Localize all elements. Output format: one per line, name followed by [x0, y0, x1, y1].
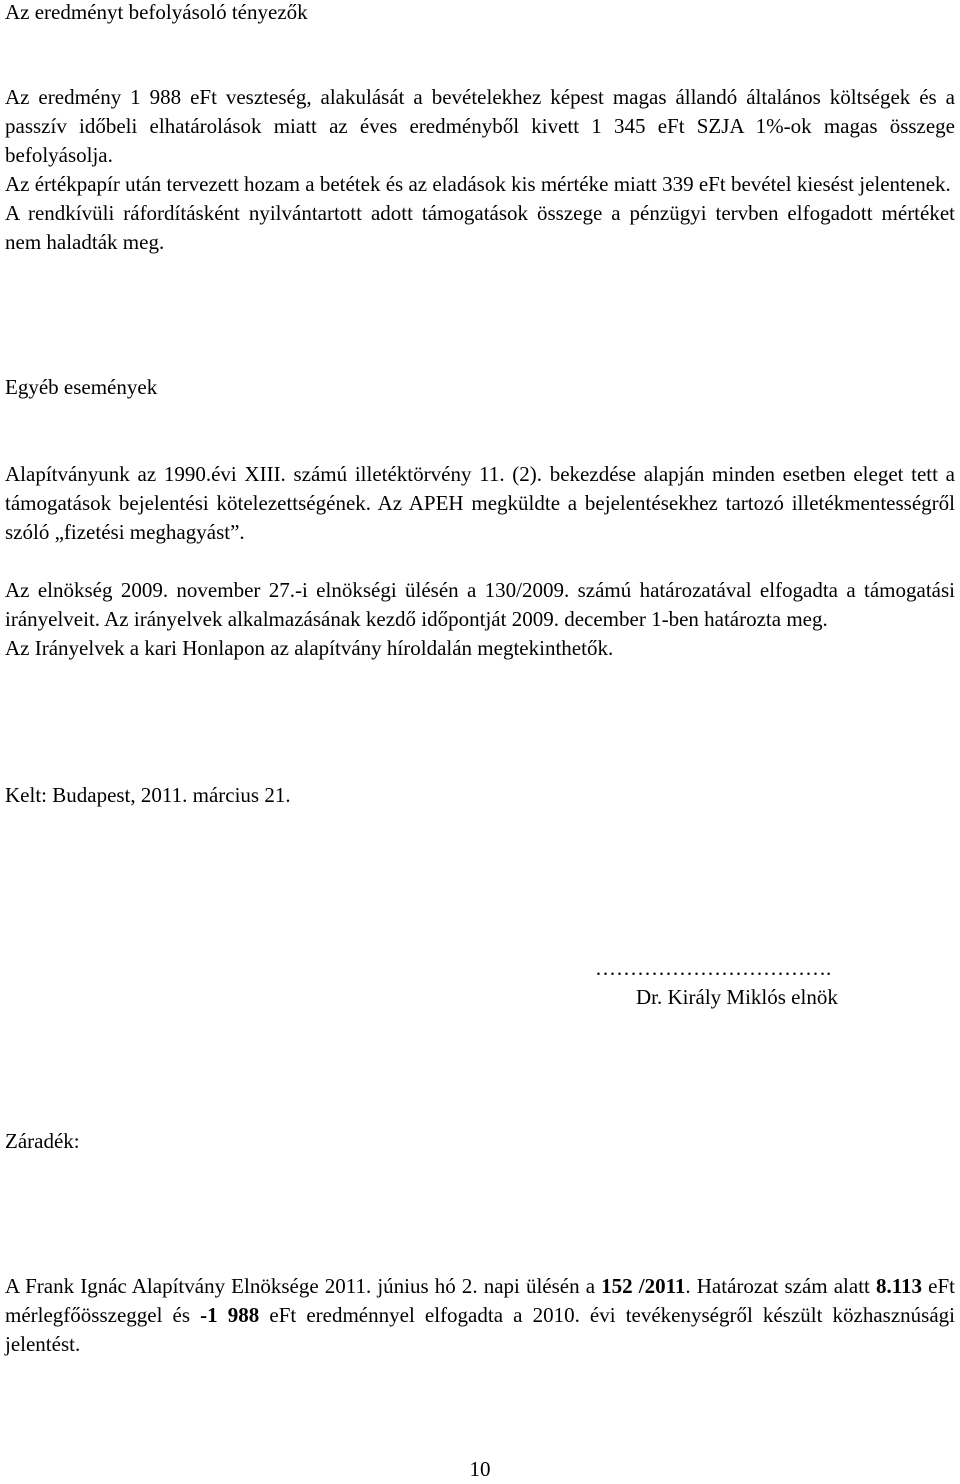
signature-block	[595, 954, 915, 1012]
other-section-2	[5, 576, 955, 663]
date-line: Kelt: Budapest, 2011. március 21.	[5, 783, 291, 807]
signature-dots: …………………………….	[595, 956, 832, 980]
factors-paragraph-3: A rendkívüli ráfordításként nyilvántartott adott támogatások összege a pénzügyi tervben elfogadott mértéket nem haladták meg.	[5, 201, 955, 254]
page-number: 10	[469, 1457, 491, 1481]
balance-total-a: 8.	[875, 1274, 892, 1298]
heading-clause: Záradék:	[5, 1129, 80, 1153]
other-paragraph-1: Alapítványunk az 1990.évi XIII. számú illetéktörvény 11. (2). bekezdése alapján minden esetben eleget tett a támogatások bejelentési kötelezettségének. Az APEH megküldte a bejelentésekhez tartozó illetékmentességről szóló „fizetési meghagyást”.	[5, 462, 955, 544]
signature-name: Dr. Király Miklós elnök	[636, 985, 838, 1009]
clause-paragraph: A Frank Ignác Alapítvány Elnöksége 2011. június hó 2. napi ülésén a 152 /2011. Határozat szám alatt 8.113 eFt mérlegfőösszeggel és -1 988 eFt eredménnyel elfogadta a 2010. évi tevékenységről készült közhasznúsági jelentést.	[5, 1274, 955, 1356]
factors-section	[5, 83, 955, 257]
other-paragraph-2: Az elnökség 2009. november 27.-i elnökségi ülésén a 130/2009. számú határozatával elfogadta a támogatási irányelveit. Az irányelvek alkalmazásának kezdő időpontját 2009. december 1-ben határozta meg.	[5, 578, 955, 631]
result-value: -1 988	[200, 1303, 260, 1327]
heading-other-events: Egyéb események	[5, 375, 158, 399]
resolution-number: 152 /2011	[601, 1274, 686, 1298]
factors-paragraph-2: Az értékpapír után tervezett hozam a betétek és az eladások kis mértéke miatt 339 eFt bevétel kiesést jelentenek.	[5, 172, 951, 196]
heading-factors: Az eredményt befolyásoló tényezők	[5, 0, 308, 24]
balance-total-b: 113	[891, 1274, 923, 1298]
factors-paragraph-1: Az eredmény 1 988 eFt veszteség, alakulását a bevételekhez képest magas állandó általános költségek és a passzív időbeli elhatárolások miatt az éves eredményből kivett 1 345 eFt SZJA 1%-ok magas összege befolyásolja.	[5, 85, 955, 167]
other-paragraph-3: Az Irányelvek a kari Honlapon az alapítvány híroldalán megtekinthetők.	[5, 636, 614, 660]
